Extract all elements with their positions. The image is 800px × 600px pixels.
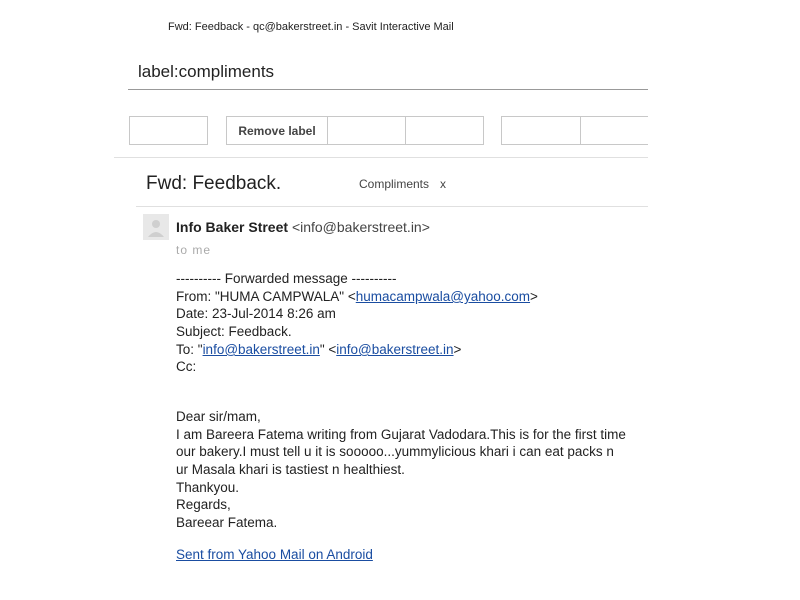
toolbar-button-6[interactable] <box>580 116 648 145</box>
body-line: Regards, <box>176 497 231 512</box>
date-line: Date: 23-Jul-2014 8:26 am <box>176 306 336 321</box>
to-suffix: > <box>453 342 462 357</box>
to-email-link-2[interactable]: info@bakerstreet.in <box>336 342 454 357</box>
body-line: Bareear Fatema. <box>176 515 278 530</box>
to-line <box>176 342 648 357</box>
signature <box>176 547 648 562</box>
toolbar-button-3[interactable] <box>327 116 406 145</box>
avatar <box>143 214 169 240</box>
toolbar-button-1[interactable] <box>129 116 208 145</box>
search-underline <box>128 89 648 90</box>
person-icon <box>143 214 169 240</box>
remove-label-button[interactable]: Remove label <box>226 116 328 145</box>
window-title: Fwd: Feedback - qc@bakerstreet.in - Savit Interactive Mail <box>168 21 454 33</box>
to-middle: " < <box>319 342 337 357</box>
from-suffix: > <box>530 289 538 304</box>
body-line: I am Bareera Fatema writing from Gujarat Vadodara.This is for the first time <box>176 427 626 442</box>
from-prefix: From: "HUMA CAMPWALA" < <box>176 289 356 304</box>
sender-email: <info@bakerstreet.in> <box>291 219 430 235</box>
body-line: ur Masala khari is tastiest n healthiest. <box>176 462 405 477</box>
toolbar-button-4[interactable] <box>405 116 484 145</box>
from-email-link[interactable]: humacampwala@yahoo.com <box>355 289 531 304</box>
forward-header: ---------- Forwarded message ---------- <box>176 271 397 286</box>
thread-subject: Fwd: Feedback. <box>146 173 282 194</box>
to-email-link-1[interactable]: info@bakerstreet.in <box>202 342 320 357</box>
toolbar-button-5[interactable] <box>501 116 581 145</box>
body-line: our bakery.I must tell u it is sooooo...yummylicious khari i can eat packs n <box>176 444 614 459</box>
sender <box>176 219 430 235</box>
body-line: Thankyou. <box>176 480 240 495</box>
body-line: Dear sir/mam, <box>176 409 261 424</box>
subject-divider <box>136 206 648 207</box>
toolbar-divider <box>114 157 648 158</box>
recipient-line[interactable]: to me <box>176 243 212 257</box>
to-prefix: To: " <box>176 342 203 357</box>
subject-line: Subject: Feedback. <box>176 324 292 339</box>
yahoo-mail-link[interactable]: Sent from Yahoo Mail on Android <box>176 547 373 562</box>
sender-name: Info Baker Street <box>176 219 289 235</box>
search-query[interactable]: label:compliments <box>138 62 275 81</box>
remove-label-x[interactable]: x <box>440 177 446 191</box>
label-chip[interactable]: Compliments <box>359 177 430 191</box>
from-line <box>176 289 648 304</box>
cc-line: Cc: <box>176 359 197 374</box>
